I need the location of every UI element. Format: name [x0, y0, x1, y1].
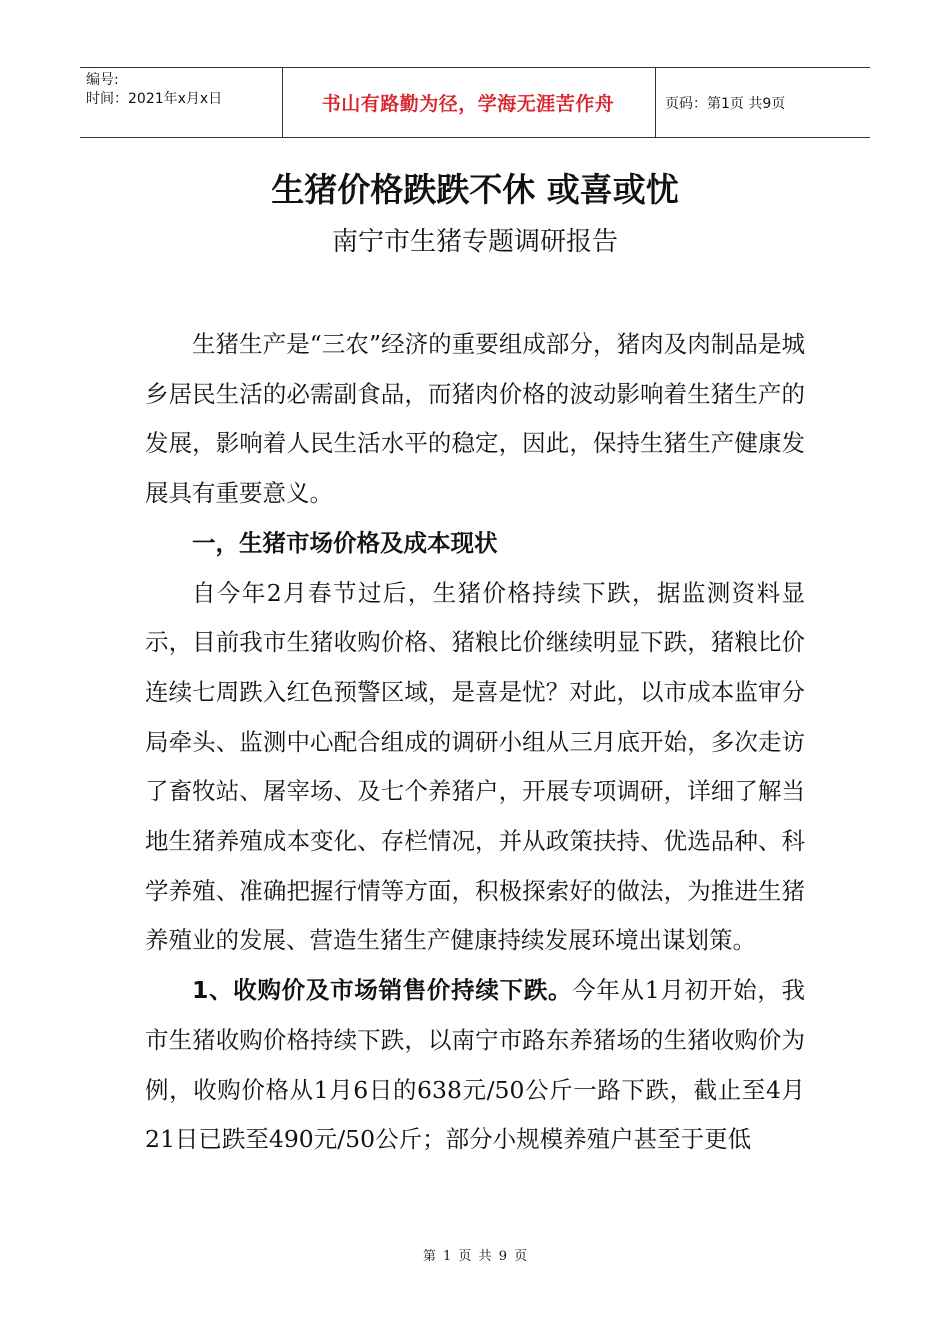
page-footer: 第 1 页 共 9 页 [422, 1249, 528, 1264]
number-label: 编号: [86, 72, 119, 88]
paragraph-lead: 1、收购价及市场销售价持续下跌。 [192, 976, 573, 1005]
header-motto: 书山有路勤为径，学海无涯苦作舟 [321, 93, 615, 115]
header-divider-right [655, 68, 656, 137]
paragraph-intro: 生猪生产是“三农”经济的重要组成部分，猪肉及肉制品是城乡居民生活的必需副食品，而猪肉价格的波动影响着生猪生产的发展，影响着人民生活水平的稳定，因此，保持生猪生产健康发展具有重要意义。 [145, 330, 805, 508]
time-label: 时间：2021年x月x日 [86, 91, 223, 107]
header-page-label: 页码：第1页 共9页 [665, 95, 786, 112]
paragraph-price-status: 自今年2月春节过后，生猪价格持续下跌，据监测资料显示，目前我市生猪收购价格、猪粮比价继续明显下跌，猪粮比价连续七周跌入红色预警区域，是喜是忧？对此，以市成本监审分局牵头、监测中心配合组成的调研小组从三月底开始，多次走访了畜牧站、屠宰场、及七个养猪户，开展专项调研，详细了解当地生猪养殖成本变化、存栏情况，并从政策扶持、优选品种、科学养殖、准确把握行情等方面，积极探索好的做法，为推进生猪养殖业的发展、营造生猪生产健康持续发展环境出谋划策。 [145, 578, 805, 955]
paragraph-text: 今年从1月初开始，我市生猪收购价格持续下跌，以南宁市路东养猪场的生猪收购价为例，收购价格从1月6日的638元/50公斤一路下跌，截止至4月21日已跌至490元/50公斤；部分小规模养殖户甚至于更低 [145, 976, 805, 1154]
section-heading: 一，生猪市场价格及成本现状 [192, 528, 498, 557]
document-subtitle: 南宁市生猪专题调研报告 [331, 227, 618, 257]
header-meta [80, 68, 282, 137]
document-header [80, 67, 870, 138]
document-body [145, 320, 805, 1165]
paragraph-purchase-price [145, 966, 805, 1165]
document-title: 生猪价格跌跌不休 或喜或忧 [271, 170, 679, 209]
